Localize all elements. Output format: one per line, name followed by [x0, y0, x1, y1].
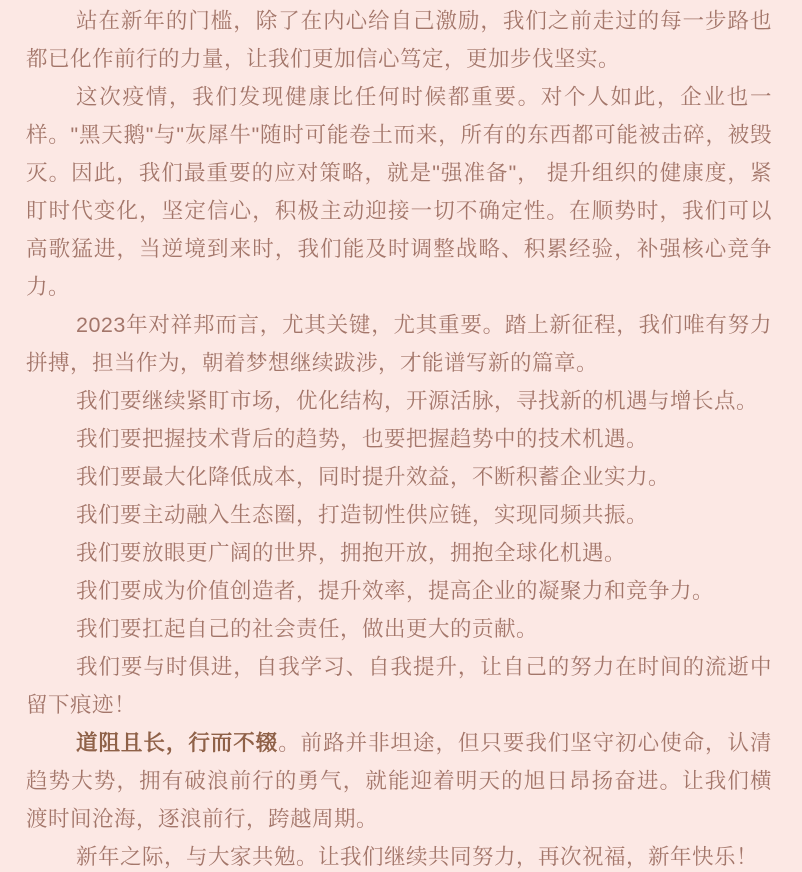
paragraph-text: 我们要继续紧盯市场，优化结构，开源活脉，寻找新的机遇与增长点。 — [76, 389, 759, 413]
paragraph-goal-global — [26, 534, 772, 572]
paragraph-goal-responsibility — [26, 610, 772, 648]
paragraph-goal-value — [26, 572, 772, 610]
paragraph-text: 我们要与时俱进，自我学习、自我提升，让自己的努力在时间的流逝中留下痕迹！ — [26, 655, 772, 717]
paragraph-goal-technology — [26, 420, 772, 458]
paragraph-goal-market — [26, 382, 772, 420]
paragraph-text: 。前路并非坦途，但只要我们坚守初心使命，认清趋势大势，拥有破浪前行的勇气，就能迎着明天的旭日昂扬奋进。让我们横渡时间沧海，逐浪前行，跨越周期。 — [26, 731, 772, 831]
paragraph-text: 我们要放眼更广阔的世界，拥抱开放，拥抱全球化机遇。 — [76, 541, 627, 565]
paragraph-text: 我们要主动融入生态圈，打造韧性供应链，实现同频共振。 — [76, 503, 649, 527]
paragraph-opening — [26, 2, 772, 78]
paragraph-goal-self-improvement — [26, 648, 772, 724]
paragraph-closing-motto — [26, 724, 772, 838]
paragraph-lead-bold: 道阻且长，行而不辍 — [76, 731, 279, 755]
paragraph-new-year-greeting — [26, 838, 772, 872]
paragraph-2023-outlook — [26, 306, 772, 382]
paragraph-text: 我们要最大化降低成本，同时提升效益，不断积蓄企业实力。 — [76, 465, 671, 489]
paragraph-text: 我们要扛起自己的社会责任，做出更大的贡献。 — [76, 617, 539, 641]
paragraph-text: 站在新年的门槛，除了在内心给自己激励，我们之前走过的每一步路也都已化作前行的力量，让我们更加信心笃定，更加步伐坚实。 — [26, 9, 772, 71]
paragraph-text: 我们要成为价值创造者，提升效率，提高企业的凝聚力和竞争力。 — [76, 579, 715, 603]
paragraph-goal-cost — [26, 458, 772, 496]
paragraph-text: 我们要把握技术背后的趋势，也要把握趋势中的技术机遇。 — [76, 427, 649, 451]
paragraph-text: 2023年对祥邦而言，尤其关键，尤其重要。踏上新征程，我们唯有努力拼搏，担当作为，朝着梦想继续跋涉，才能谱写新的篇章。 — [26, 313, 772, 375]
paragraph-text: 新年之际，与大家共勉。让我们继续共同努力，再次祝福，新年快乐！ — [76, 845, 759, 869]
paragraph-epidemic-strategy — [26, 78, 772, 306]
paragraph-goal-ecosystem — [26, 496, 772, 534]
paragraph-text: 这次疫情，我们发现健康比任何时候都重要。对个人如此，企业也一样。"黑天鹅"与"灰犀牛"随时可能卷土而来，所有的东西都可能被击碎，被毁灭。因此，我们最重要的应对策略，就是"强准备"， 提升组织的健康度，紧盯时代变化，坚定信心，积极主动迎接一切不确定性。在顺势时，我们可以高歌猛进，当逆境到来时，我们能及时调整战略、积累经验，补强核心竞争力。 — [26, 85, 772, 299]
